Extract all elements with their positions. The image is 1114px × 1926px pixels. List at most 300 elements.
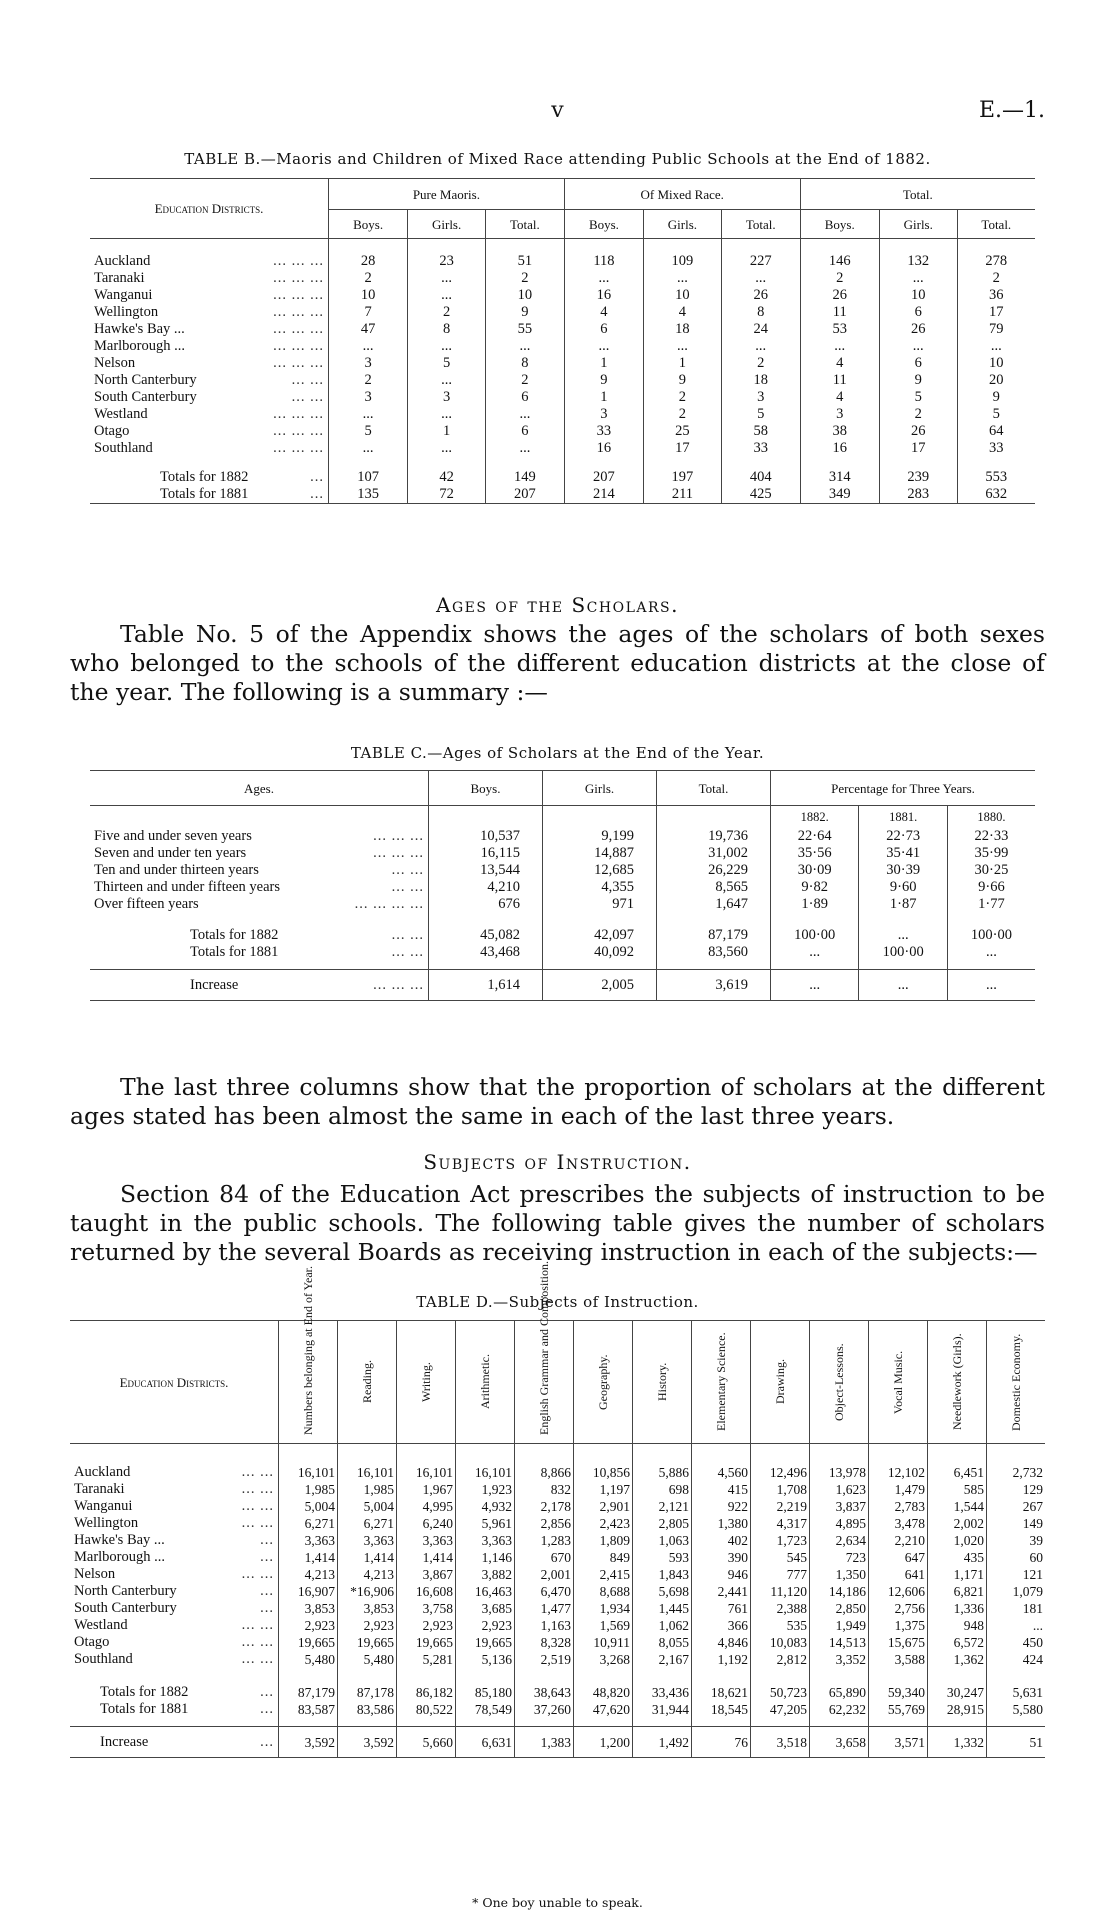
table-b-subcolumn-header: Boys. bbox=[329, 210, 408, 239]
table-cell: 16,101 bbox=[338, 1464, 397, 1481]
table-cell: 5 bbox=[329, 423, 408, 440]
table-cell: 1,200 bbox=[574, 1727, 633, 1758]
empty-cell bbox=[90, 806, 429, 829]
table-cell: *16,906 bbox=[338, 1583, 397, 1600]
table-cell: 1,380 bbox=[692, 1515, 751, 1532]
table-cell: 5,660 bbox=[397, 1727, 456, 1758]
table-row bbox=[90, 389, 1035, 406]
table-cell: 207 bbox=[485, 486, 564, 504]
table-cell: 553 bbox=[957, 469, 1035, 486]
table-cell: 8,055 bbox=[633, 1634, 692, 1651]
table-cell: 13,978 bbox=[810, 1464, 869, 1481]
table-cell: 366 bbox=[692, 1617, 751, 1634]
table-cell: 2,850 bbox=[810, 1600, 869, 1617]
district-name-cell bbox=[70, 1617, 279, 1634]
table-cell: 149 bbox=[987, 1515, 1046, 1532]
table-cell: 132 bbox=[879, 253, 957, 270]
table-cell: 5,580 bbox=[987, 1701, 1046, 1718]
table-cell: 2 bbox=[721, 355, 800, 372]
row-label: South Canterbury bbox=[74, 1600, 177, 1616]
table-cell: 1·87 bbox=[859, 896, 947, 913]
percentage-years-row bbox=[90, 806, 1035, 829]
district-name-cell bbox=[70, 1727, 279, 1758]
table-cell: 2,005 bbox=[543, 970, 657, 1001]
table-cell: 55 bbox=[485, 321, 564, 338]
table-cell: ... bbox=[485, 440, 564, 457]
table-cell: 181 bbox=[987, 1600, 1046, 1617]
table-cell: 761 bbox=[692, 1600, 751, 1617]
table-cell: 19,665 bbox=[338, 1634, 397, 1651]
row-leader-dots: ... bbox=[260, 1532, 274, 1548]
table-b-subcolumn-header: Girls. bbox=[879, 210, 957, 239]
table-cell: 6,240 bbox=[397, 1515, 456, 1532]
row-label: Increase bbox=[100, 1733, 149, 1750]
row-label: Five and under seven years bbox=[94, 828, 252, 844]
table-cell: 5,480 bbox=[338, 1651, 397, 1668]
row-leader-dots: ... ... bbox=[241, 1498, 274, 1514]
table-cell: 13,544 bbox=[429, 862, 543, 879]
table-cell: 2,219 bbox=[751, 1498, 810, 1515]
table-cell: 1 bbox=[644, 355, 722, 372]
table-cell: 22·33 bbox=[947, 828, 1035, 845]
table-cell: 26 bbox=[879, 321, 957, 338]
table-row bbox=[90, 944, 1035, 961]
table-cell: 30·25 bbox=[947, 862, 1035, 879]
district-name-cell bbox=[90, 862, 429, 879]
subject-label: Domestic Economy. bbox=[1009, 1333, 1023, 1431]
row-leader-dots: ... ... bbox=[241, 1464, 274, 1480]
table-cell: 55,769 bbox=[869, 1701, 928, 1718]
row-leader-dots: ... ... bbox=[391, 879, 424, 895]
table-cell: 2 bbox=[408, 304, 486, 321]
table-cell: 3,268 bbox=[574, 1651, 633, 1668]
table-cell: 33,436 bbox=[633, 1684, 692, 1701]
table-b-subcolumn-header: Total. bbox=[485, 210, 564, 239]
table-c-ages-header: Ages. bbox=[90, 771, 429, 806]
table-cell: 1,336 bbox=[928, 1600, 987, 1617]
subject-column-header bbox=[456, 1321, 515, 1444]
subject-column-header bbox=[928, 1321, 987, 1444]
row-label: Marlborough ... bbox=[74, 1549, 166, 1565]
table-cell: 349 bbox=[800, 486, 879, 504]
table-cell: 1 bbox=[408, 423, 486, 440]
table-c-boys-header: Boys. bbox=[429, 771, 543, 806]
table-cell: 207 bbox=[564, 469, 643, 486]
table-d-district-header: Education Districts. bbox=[70, 1321, 279, 1444]
table-cell: 1,809 bbox=[574, 1532, 633, 1549]
table-cell: 17 bbox=[879, 440, 957, 457]
table-cell: 14,186 bbox=[810, 1583, 869, 1600]
table-row bbox=[70, 1684, 1045, 1701]
table-cell: 129 bbox=[987, 1481, 1046, 1498]
table-cell: 28,915 bbox=[928, 1701, 987, 1718]
table-cell: 404 bbox=[721, 469, 800, 486]
subjects-heading: Subjects of Instruction. bbox=[423, 1150, 692, 1174]
row-leader-dots: ... ... ... bbox=[373, 845, 424, 861]
table-cell: 26 bbox=[721, 287, 800, 304]
table-cell: 1,923 bbox=[456, 1481, 515, 1498]
table-cell: 641 bbox=[869, 1566, 928, 1583]
table-cell: 3,853 bbox=[338, 1600, 397, 1617]
table-cell: 4,895 bbox=[810, 1515, 869, 1532]
row-label: Auckland bbox=[94, 253, 151, 269]
table-cell: 6 bbox=[485, 389, 564, 406]
table-cell: 18,621 bbox=[692, 1684, 751, 1701]
table-cell: 424 bbox=[987, 1651, 1046, 1668]
table-cell: 1,623 bbox=[810, 1481, 869, 1498]
subject-column-header bbox=[692, 1321, 751, 1444]
table-cell: 87,179 bbox=[279, 1684, 338, 1701]
table-row bbox=[70, 1549, 1045, 1566]
table-row bbox=[70, 1515, 1045, 1532]
district-name-cell bbox=[70, 1549, 279, 1566]
table-cell: 121 bbox=[987, 1566, 1046, 1583]
table-cell: 5,698 bbox=[633, 1583, 692, 1600]
table-cell: 100·00 bbox=[947, 927, 1035, 944]
table-row bbox=[70, 1481, 1045, 1498]
subject-column-header bbox=[869, 1321, 928, 1444]
table-row bbox=[90, 321, 1035, 338]
row-leader-dots: ... ... bbox=[391, 944, 424, 960]
table-cell: 593 bbox=[633, 1549, 692, 1566]
table-cell: 3,478 bbox=[869, 1515, 928, 1532]
table-cell: 4,560 bbox=[692, 1464, 751, 1481]
table-cell: ... bbox=[644, 270, 722, 287]
table-cell: 2 bbox=[644, 389, 722, 406]
row-label: Totals for 1882 bbox=[100, 1684, 189, 1700]
table-cell: 3,363 bbox=[338, 1532, 397, 1549]
table-cell: 5,886 bbox=[633, 1464, 692, 1481]
ages-heading: Ages of the Scholars. bbox=[436, 593, 679, 617]
table-cell: 1,079 bbox=[987, 1583, 1046, 1600]
subject-column-header bbox=[574, 1321, 633, 1444]
subject-label: Drawing. bbox=[773, 1359, 787, 1405]
table-cell: 2,519 bbox=[515, 1651, 574, 1668]
table-cell: 5 bbox=[408, 355, 486, 372]
table-cell: 1,414 bbox=[279, 1549, 338, 1566]
table-cell: 2,178 bbox=[515, 1498, 574, 1515]
table-cell: 23 bbox=[408, 253, 486, 270]
row-label: Wellington bbox=[94, 304, 159, 320]
table-cell: 2,001 bbox=[515, 1566, 574, 1583]
subject-label: Vocal Music. bbox=[891, 1350, 905, 1414]
table-cell: 107 bbox=[329, 469, 408, 486]
table-row bbox=[70, 1566, 1045, 1583]
table-cell: 1,146 bbox=[456, 1549, 515, 1566]
table-row bbox=[70, 1532, 1045, 1549]
table-cell: 8 bbox=[485, 355, 564, 372]
row-leader-dots: ... ... ... ... bbox=[354, 896, 424, 912]
subject-label: Arithmetic. bbox=[478, 1354, 492, 1410]
table-cell: ... bbox=[329, 406, 408, 423]
totals-row bbox=[90, 469, 1035, 486]
table-cell: 59,340 bbox=[869, 1684, 928, 1701]
table-b-group-header: Total. bbox=[800, 179, 1035, 210]
table-b-subcolumn-header: Total. bbox=[957, 210, 1035, 239]
table-cell: ... bbox=[947, 970, 1035, 1001]
table-cell: 4,846 bbox=[692, 1634, 751, 1651]
table-cell: ... bbox=[859, 927, 947, 944]
subject-label: Numbers belonging at End of Year. bbox=[301, 1266, 315, 1435]
table-cell: ... bbox=[771, 944, 859, 961]
table-cell: 402 bbox=[692, 1532, 751, 1549]
table-cell: 10 bbox=[329, 287, 408, 304]
table-cell: ... bbox=[987, 1617, 1046, 1634]
table-cell: 9 bbox=[957, 389, 1035, 406]
table-cell: 6,470 bbox=[515, 1583, 574, 1600]
table-cell: 2,756 bbox=[869, 1600, 928, 1617]
table-cell: 79 bbox=[957, 321, 1035, 338]
table-cell: 1·77 bbox=[947, 896, 1035, 913]
table-cell: 146 bbox=[800, 253, 879, 270]
table-b-subcolumn-header: Boys. bbox=[800, 210, 879, 239]
table-cell: 3 bbox=[329, 389, 408, 406]
table-cell: 4,932 bbox=[456, 1498, 515, 1515]
table-cell: 9·82 bbox=[771, 879, 859, 896]
table-row bbox=[70, 1701, 1045, 1718]
table-cell: 211 bbox=[644, 486, 722, 504]
table-cell: 48,820 bbox=[574, 1684, 633, 1701]
table-cell: 2 bbox=[800, 270, 879, 287]
table-cell: 3 bbox=[721, 389, 800, 406]
table-cell: 2 bbox=[879, 406, 957, 423]
row-label: Taranaki bbox=[74, 1481, 125, 1497]
table-cell: 33 bbox=[564, 423, 643, 440]
ages-paragraph-text: Table No. 5 of the Appendix shows the ages of the scholars of both sexes who belonged to the schools of the different education districts at the close of the year. The following is a summary :— bbox=[70, 620, 1045, 706]
row-leader-dots: ... ... bbox=[391, 927, 424, 943]
table-cell: 14,887 bbox=[543, 845, 657, 862]
table-cell: 10,911 bbox=[574, 1634, 633, 1651]
table-cell: 3 bbox=[329, 355, 408, 372]
table-cell: 2,634 bbox=[810, 1532, 869, 1549]
table-c-caption: TABLE C.—Ages of Scholars at the End of the Year. bbox=[350, 744, 765, 762]
table-cell: 4,995 bbox=[397, 1498, 456, 1515]
row-leader-dots: ... ... ... bbox=[373, 976, 424, 993]
row-leader-dots: ... ... ... bbox=[273, 406, 324, 422]
table-cell: 3,837 bbox=[810, 1498, 869, 1515]
table-cell: 4,213 bbox=[338, 1566, 397, 1583]
percentage-year-header: 1881. bbox=[859, 806, 947, 829]
table-cell: 3,882 bbox=[456, 1566, 515, 1583]
table-cell: 415 bbox=[692, 1481, 751, 1498]
table-cell: 4 bbox=[564, 304, 643, 321]
table-cell: 267 bbox=[987, 1498, 1046, 1515]
table-row bbox=[70, 1617, 1045, 1634]
table-cell: 2,812 bbox=[751, 1651, 810, 1668]
table-cell: ... bbox=[879, 338, 957, 355]
table-cell: 6,451 bbox=[928, 1464, 987, 1481]
table-cell: 9,199 bbox=[543, 828, 657, 845]
table-c bbox=[90, 770, 1035, 1001]
table-b-district-header: Education Districts. bbox=[90, 179, 329, 239]
table-cell: 9 bbox=[485, 304, 564, 321]
row-leader-dots: ... ... ... bbox=[273, 270, 324, 286]
table-cell: 28 bbox=[329, 253, 408, 270]
table-cell: 6 bbox=[485, 423, 564, 440]
district-name-cell bbox=[90, 338, 329, 355]
table-cell: 35·41 bbox=[859, 845, 947, 862]
subject-label: Reading. bbox=[360, 1360, 374, 1404]
row-label: Totals for 1881 bbox=[160, 486, 249, 502]
table-cell: 2,002 bbox=[928, 1515, 987, 1532]
district-name-cell bbox=[90, 944, 429, 961]
table-cell: 19,665 bbox=[397, 1634, 456, 1651]
row-leader-dots: ... bbox=[260, 1701, 274, 1717]
table-cell: 3,592 bbox=[338, 1727, 397, 1758]
table-b bbox=[90, 178, 1035, 504]
table-row bbox=[90, 270, 1035, 287]
row-leader-dots: ... bbox=[260, 1583, 274, 1599]
row-label: Nelson bbox=[74, 1566, 116, 1582]
table-cell: 78,549 bbox=[456, 1701, 515, 1718]
subject-column-header bbox=[397, 1321, 456, 1444]
table-cell: 16,101 bbox=[397, 1464, 456, 1481]
district-name-cell bbox=[90, 270, 329, 287]
table-row bbox=[90, 304, 1035, 321]
table-cell: 14,513 bbox=[810, 1634, 869, 1651]
table-cell: ... bbox=[947, 944, 1035, 961]
table-cell: 11 bbox=[800, 372, 879, 389]
row-label: Wanganui bbox=[74, 1498, 133, 1514]
table-cell: 30·39 bbox=[859, 862, 947, 879]
table-cell: 35·56 bbox=[771, 845, 859, 862]
table-cell: 6,271 bbox=[338, 1515, 397, 1532]
table-cell: ... bbox=[485, 338, 564, 355]
table-cell: 9·66 bbox=[947, 879, 1035, 896]
table-cell: 3 bbox=[800, 406, 879, 423]
page-header bbox=[70, 98, 1045, 128]
totals-row bbox=[90, 486, 1035, 504]
row-label: Wanganui bbox=[94, 287, 153, 303]
table-cell: 53 bbox=[800, 321, 879, 338]
subjects-paragraph bbox=[70, 1180, 1045, 1267]
proportion-paragraph-text: The last three columns show that the proportion of scholars at the different ages stated has been almost the same in each of the last three years. bbox=[70, 1073, 1045, 1130]
row-leader-dots: ... ... ... bbox=[273, 338, 324, 354]
table-row bbox=[70, 1727, 1045, 1758]
subject-column-header bbox=[338, 1321, 397, 1444]
table-cell: 585 bbox=[928, 1481, 987, 1498]
table-cell: 22·64 bbox=[771, 828, 859, 845]
table-cell: 5,281 bbox=[397, 1651, 456, 1668]
table-cell: 33 bbox=[721, 440, 800, 457]
table-cell: 3,588 bbox=[869, 1651, 928, 1668]
table-row bbox=[90, 845, 1035, 862]
table-cell: 3,685 bbox=[456, 1600, 515, 1617]
subject-label: Object-Lessons. bbox=[832, 1343, 846, 1421]
percentage-year-header: 1882. bbox=[771, 806, 859, 829]
table-cell: 4,213 bbox=[279, 1566, 338, 1583]
table-cell: 16,608 bbox=[397, 1583, 456, 1600]
table-cell: 1,544 bbox=[928, 1498, 987, 1515]
table-cell: 1,985 bbox=[279, 1481, 338, 1498]
table-cell: 3,352 bbox=[810, 1651, 869, 1668]
table-cell: 4 bbox=[644, 304, 722, 321]
table-cell: 2,923 bbox=[397, 1617, 456, 1634]
empty-cell bbox=[657, 806, 771, 829]
row-label: Totals for 1882 bbox=[190, 927, 279, 943]
table-cell: 2 bbox=[644, 406, 722, 423]
subject-column-header bbox=[279, 1266, 338, 1444]
table-cell: 16,101 bbox=[456, 1464, 515, 1481]
district-name-cell bbox=[70, 1684, 279, 1701]
table-cell: 1,723 bbox=[751, 1532, 810, 1549]
table-cell: 1,647 bbox=[657, 896, 771, 913]
row-label: Westland bbox=[74, 1617, 128, 1633]
table-cell: 1,934 bbox=[574, 1600, 633, 1617]
table-cell: 42,097 bbox=[543, 927, 657, 944]
table-cell: 8 bbox=[408, 321, 486, 338]
table-row bbox=[90, 406, 1035, 423]
district-name-cell bbox=[90, 389, 329, 406]
table-cell: 3,867 bbox=[397, 1566, 456, 1583]
table-cell: ... bbox=[879, 270, 957, 287]
table-cell: 1,163 bbox=[515, 1617, 574, 1634]
table-cell: 2,167 bbox=[633, 1651, 692, 1668]
table-cell: ... bbox=[408, 270, 486, 287]
table-cell: 1,383 bbox=[515, 1727, 574, 1758]
district-name-cell bbox=[90, 423, 329, 440]
table-cell: 87,179 bbox=[657, 927, 771, 944]
table-cell: 3,658 bbox=[810, 1727, 869, 1758]
table-cell: 2,923 bbox=[456, 1617, 515, 1634]
table-cell: 647 bbox=[869, 1549, 928, 1566]
table-cell: 10 bbox=[485, 287, 564, 304]
table-row bbox=[70, 1583, 1045, 1600]
table-cell: 670 bbox=[515, 1549, 574, 1566]
table-cell: ... bbox=[800, 338, 879, 355]
table-cell: 2 bbox=[329, 270, 408, 287]
table-cell: 12,496 bbox=[751, 1464, 810, 1481]
table-cell: 5 bbox=[721, 406, 800, 423]
district-name-cell bbox=[90, 828, 429, 845]
row-leader-dots: ... ... ... bbox=[273, 304, 324, 320]
row-label: Hawke's Bay ... bbox=[74, 1532, 165, 1548]
table-cell: 2,856 bbox=[515, 1515, 574, 1532]
table-cell: 6,271 bbox=[279, 1515, 338, 1532]
row-leader-dots: ... ... bbox=[241, 1566, 274, 1582]
district-name-cell bbox=[90, 304, 329, 321]
table-cell: ... bbox=[408, 440, 486, 457]
table-cell: 2,923 bbox=[279, 1617, 338, 1634]
subject-label: Geography. bbox=[596, 1354, 610, 1410]
table-cell: 946 bbox=[692, 1566, 751, 1583]
table-cell: 6,572 bbox=[928, 1634, 987, 1651]
table-c-total-header: Total. bbox=[657, 771, 771, 806]
row-leader-dots: ... bbox=[310, 486, 324, 502]
subject-column-header bbox=[751, 1321, 810, 1444]
table-row bbox=[70, 1651, 1045, 1668]
row-leader-dots: ... ... ... bbox=[273, 287, 324, 303]
table-cell: ... bbox=[859, 970, 947, 1001]
table-cell: 1,708 bbox=[751, 1481, 810, 1498]
row-leader-dots: ... ... ... bbox=[373, 828, 424, 844]
proportion-paragraph bbox=[70, 1073, 1045, 1131]
table-cell: 425 bbox=[721, 486, 800, 504]
table-cell: 51 bbox=[987, 1727, 1046, 1758]
table-d-caption: TABLE D.—Subjects of Instruction. bbox=[416, 1293, 699, 1311]
row-label: Southland bbox=[74, 1651, 133, 1667]
table-cell: 76 bbox=[692, 1727, 751, 1758]
district-name-cell bbox=[70, 1651, 279, 1668]
table-cell: 25 bbox=[644, 423, 722, 440]
row-leader-dots: ... bbox=[260, 1600, 274, 1616]
table-cell: 1,350 bbox=[810, 1566, 869, 1583]
table-b-subcolumn-header: Boys. bbox=[564, 210, 643, 239]
table-b-subcolumn-header: Girls. bbox=[644, 210, 722, 239]
table-cell: 1,445 bbox=[633, 1600, 692, 1617]
table-cell: 1,614 bbox=[429, 970, 543, 1001]
table-cell: 1,949 bbox=[810, 1617, 869, 1634]
